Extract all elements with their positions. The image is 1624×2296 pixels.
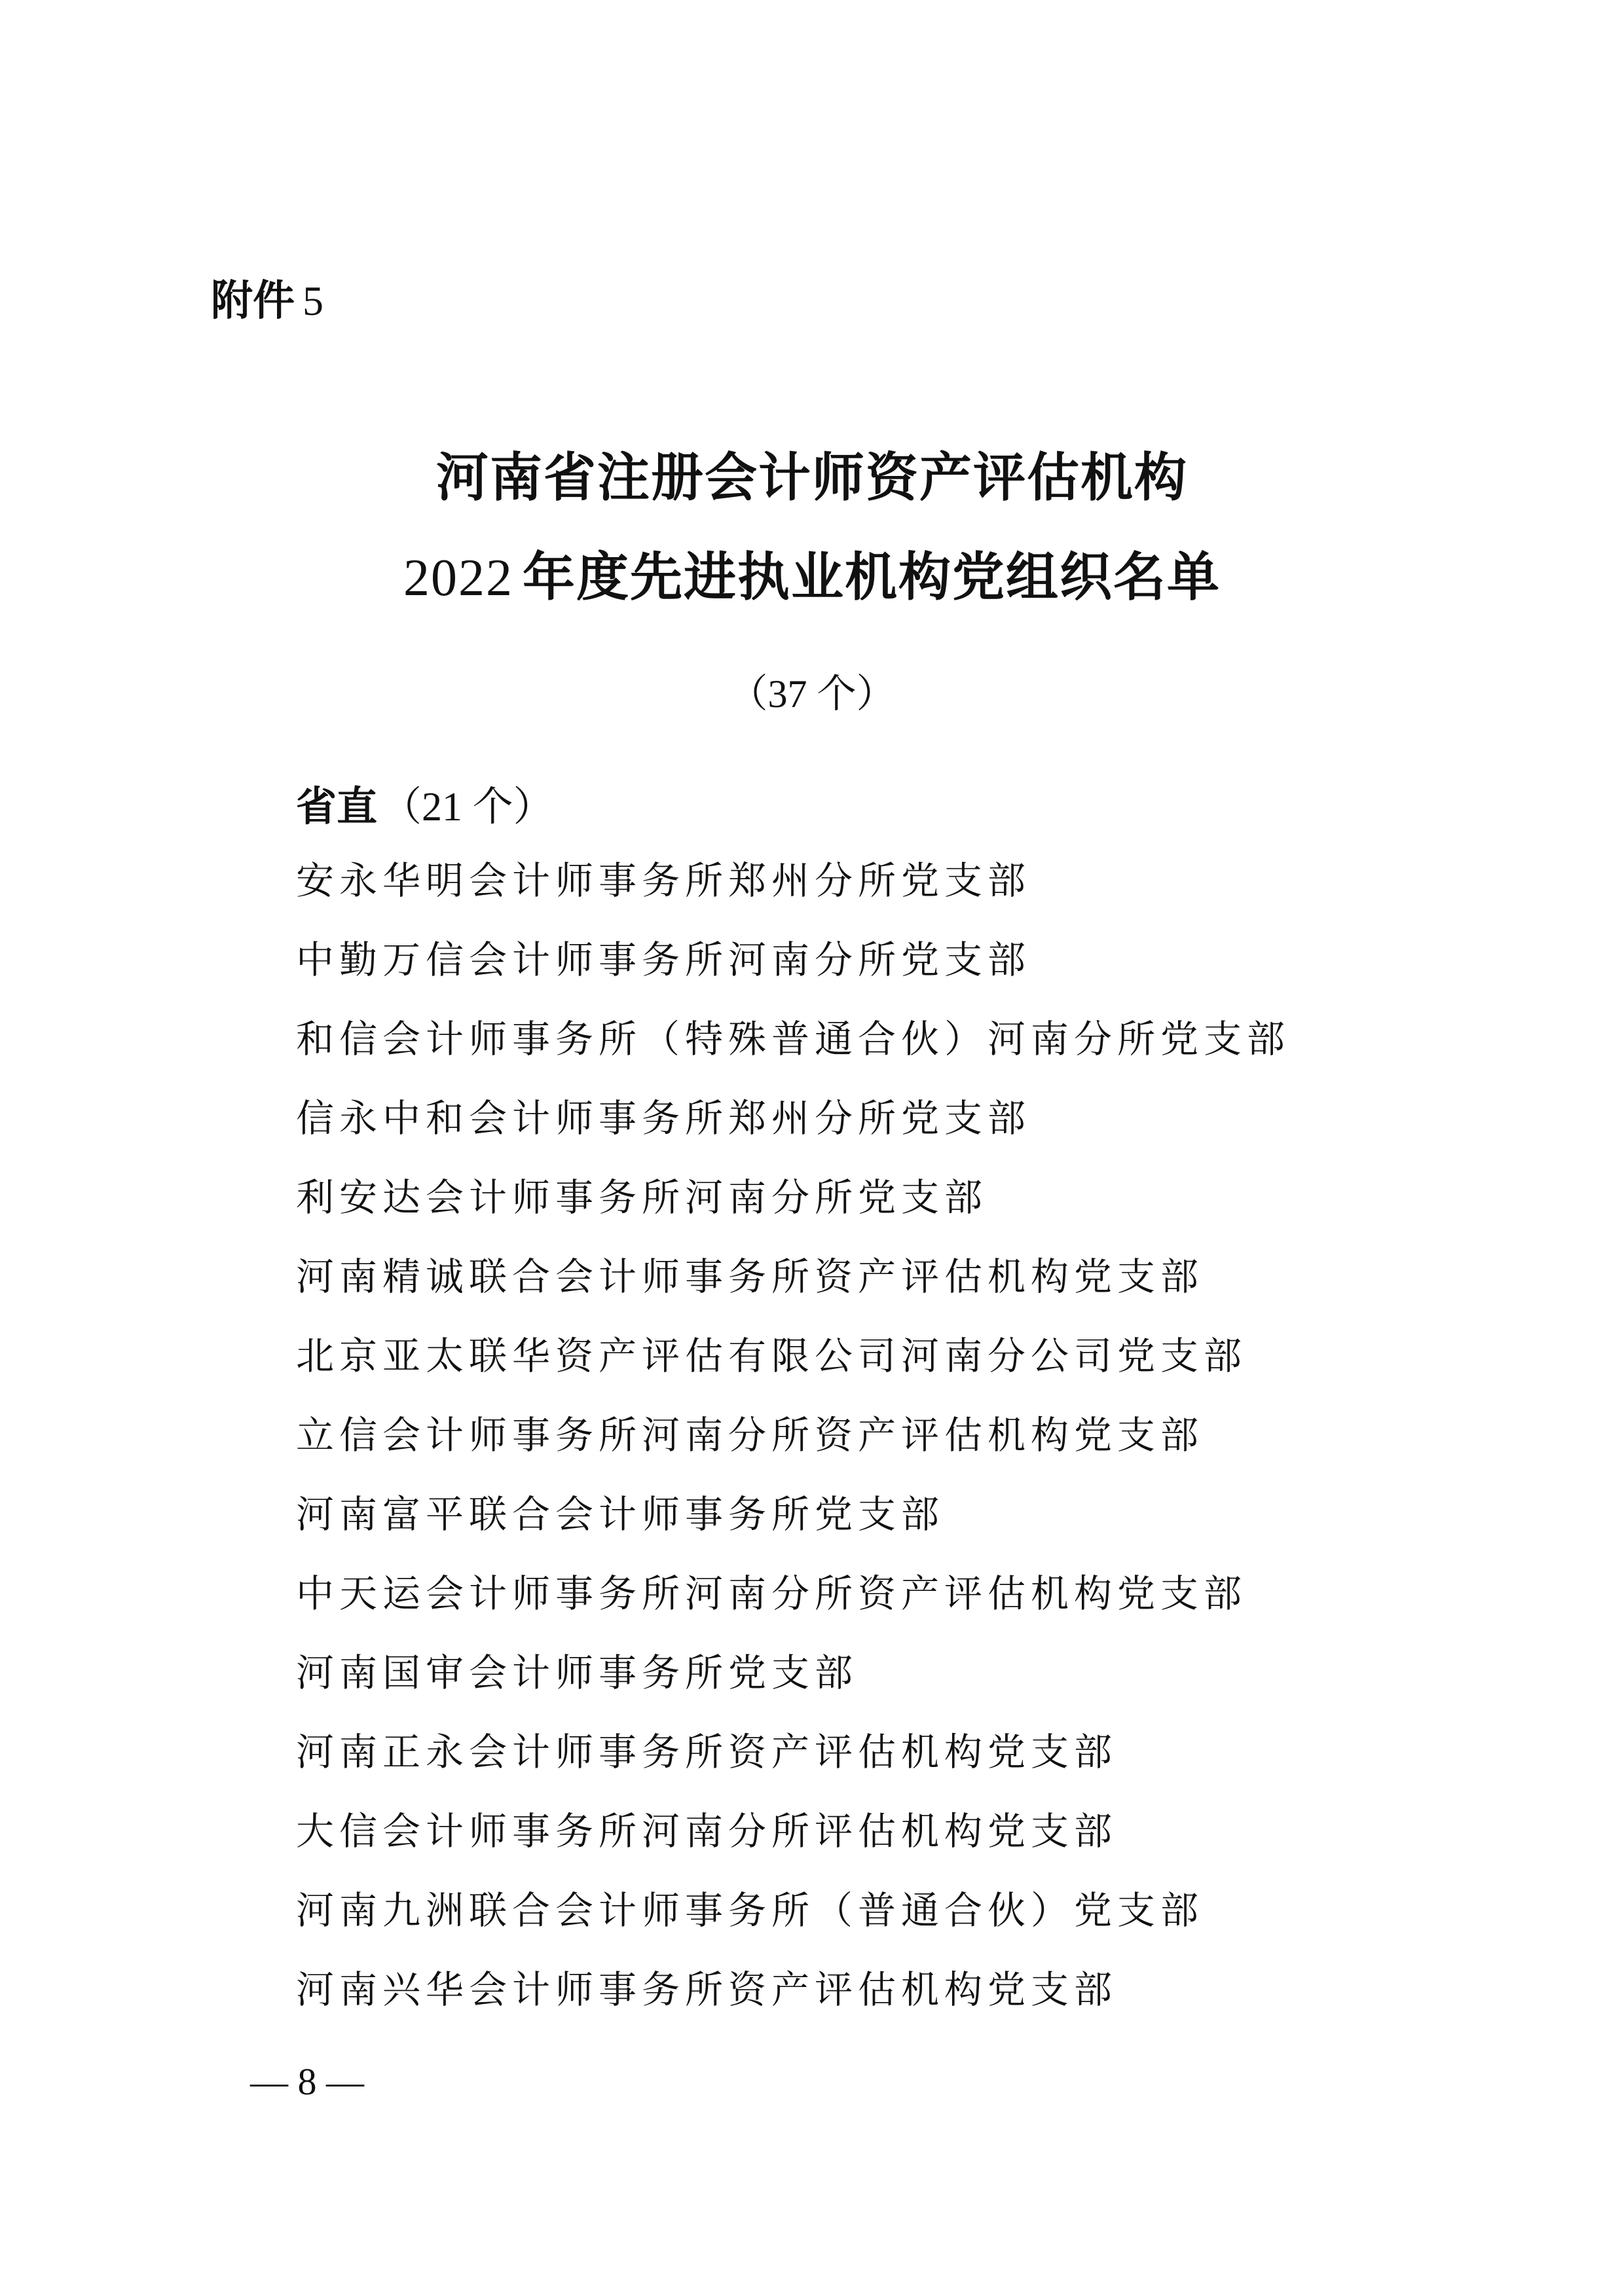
title-line-2-text: 年度先进执业机构党组织名单	[523, 547, 1221, 608]
section-heading-count: （21 个）	[381, 785, 554, 829]
list-item: 中勤万信会计师事务所河南分所党支部	[296, 938, 1031, 982]
attachment-label	[211, 275, 323, 327]
title-year: 2022	[403, 549, 513, 607]
list-item: 信永中和会计师事务所郑州分所党支部	[296, 1096, 1031, 1140]
list-item: 河南富平联合会计师事务所党支部	[296, 1492, 945, 1537]
section-heading	[296, 780, 554, 833]
list-item: 河南国审会计师事务所党支部	[296, 1650, 858, 1695]
list-item: 河南兴华会计师事务所资产评估机构党支部	[296, 1967, 1118, 2012]
total-count: （37 个）	[728, 672, 896, 716]
list-item: 和信会计师事务所（特殊普通合伙）河南分所党支部	[296, 1017, 1291, 1061]
list-item: 河南精诚联合会计师事务所资产评估机构党支部	[296, 1254, 1204, 1299]
page-number: — 8 —	[250, 2060, 364, 2103]
attachment-number: 5	[303, 278, 323, 324]
organization-list	[296, 854, 1290, 2043]
list-item: 利安达会计师事务所河南分所党支部	[296, 1175, 988, 1220]
document-title-line-1: 河南省注册会计师资产评估机构	[436, 447, 1188, 508]
attachment-label-text: 附件	[211, 277, 295, 325]
list-item: 北京亚太联华资产评估有限公司河南分公司党支部	[296, 1334, 1247, 1378]
document-title-line-2	[0, 545, 1624, 611]
list-item: 立信会计师事务所河南分所资产评估机构党支部	[296, 1413, 1204, 1457]
list-item: 中天运会计师事务所河南分所资产评估机构党支部	[296, 1571, 1247, 1616]
section-heading-label: 省直	[296, 782, 378, 830]
list-item: 河南正永会计师事务所资产评估机构党支部	[296, 1730, 1118, 1774]
list-item: 大信会计师事务所河南分所评估机构党支部	[296, 1809, 1118, 1853]
list-item: 河南九洲联合会计师事务所（普通合伙）党支部	[296, 1888, 1204, 1933]
list-item: 安永华明会计师事务所郑州分所党支部	[296, 858, 1031, 903]
